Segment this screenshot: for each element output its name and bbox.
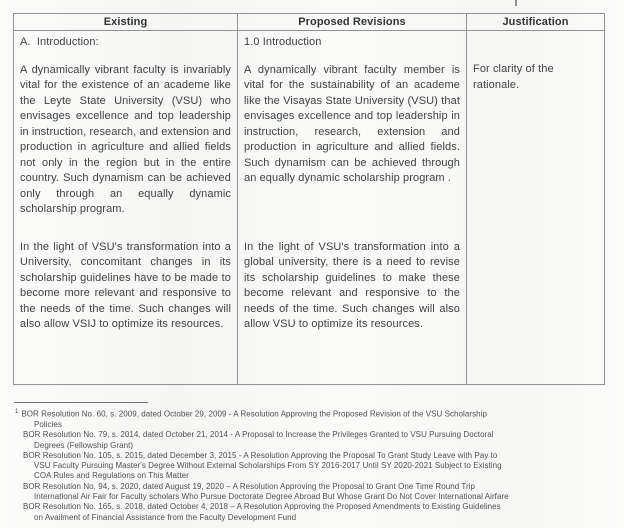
column-header-justification: Justification [502,16,569,28]
existing-cell [14,31,238,385]
table-header-row [14,14,604,31]
column-header-existing: Existing [14,14,238,30]
revision-comparison-table [13,13,605,385]
footnote-line: on Availment of Financial Assistance from the Faculty Development Fund [34,512,297,522]
justification-cell [467,31,604,385]
footnote-line: BOR Resolution No. 105, s. 2015, dated December 3, 2015 - A Resolution Approving the Proposal To Grant Study Leave with Pay to [23,450,498,460]
footnote-line: VSU Faculty Pursuing Master's Degree Without External Scholarships From SY 2016-2017 Until SY 2020-2021 Subject to Existing [34,461,502,471]
footnote-line [15,407,620,420]
footnote-line: COA Rules and Regulations on This Matter [34,471,189,481]
proposed-paragraph-2: In the light of VSU's transformation into a global university, there is a need to revise its scholarship guidelines to make these become relevant and responsive to the needs of the time. Such changes will also allow VSU to optimize its resources. [244,240,460,330]
footnote-line: BOR Resolution No. 165, s. 2018, dated October 4, 2018 – A Resolution Approving the Proposed Amendments to Existing Guidelines [23,502,501,512]
proposed-paragraph-1: A dynamically vibrant faculty member is vital for the sustainability of an academe like the Visayas State University (VSU) that envisages excellence and top leadership in instruction, research, extension and production in agriculture and allied fields. Such dynamism can be achieved through an equally dynamic scholarship program . [244,63,460,184]
footnote-line: Degrees (Fellowship Grant) [34,440,134,450]
table-body-row [14,31,604,385]
footnote-line: International Air Fair for Faculty scholars Who Pursue Doctorate Degree Abroad But Whose Grant Do Not Cover International Airfare [34,492,509,502]
existing-heading: A. Introduction: [20,36,99,48]
footnote-separator-rule [14,402,148,403]
footnote-text: BOR Resolution No. 60, s. 2009, dated October 29, 2009 - A Resolution Approving the Proposed Revision of the VSU Scholarship [21,409,487,419]
justification-paragraph: For clarity of the rationale. [473,63,554,91]
footnote-marker: 1 [15,409,19,415]
existing-paragraph-2: In the light of VSU's transformation into a University, concomitant changes in its scholarship guidelines have to be made to become more relevant and responsive to the needs of the time. Such changes will also allow VSIJ to optimize its resources. [20,240,231,330]
proposed-cell [238,31,467,385]
proposed-heading: 1.0 Introduction [244,36,322,48]
column-header-proposed-revisions: Proposed Revisions [238,14,467,30]
footnote-line: Policies [34,419,62,429]
scan-artifact-mark [515,0,517,6]
existing-paragraph-1: A dynamically vibrant faculty is invariably vital for the existence of an academe like the Leyte State University (VSU) who envisages excellence and top leadership in instruction, research, and extension and production in agriculture and allied fields not only in the region but in the entire country. Such dynamism can be achieved only through an equally dynamic scholarship program. [20,63,231,215]
footnote-line: BOR Resolution No. 79, s. 2014, dated October 21, 2014 - A Proposal to Increase the Privileges Granted to VSU Pursuing Doctoral [23,430,494,440]
footnotes-block [15,407,620,523]
footnote-line: BOR Resolution No. 94, s. 2020, dated August 19, 2020 – A Resolution Approving the Proposal to Grant One Time Round Trip [23,481,476,491]
